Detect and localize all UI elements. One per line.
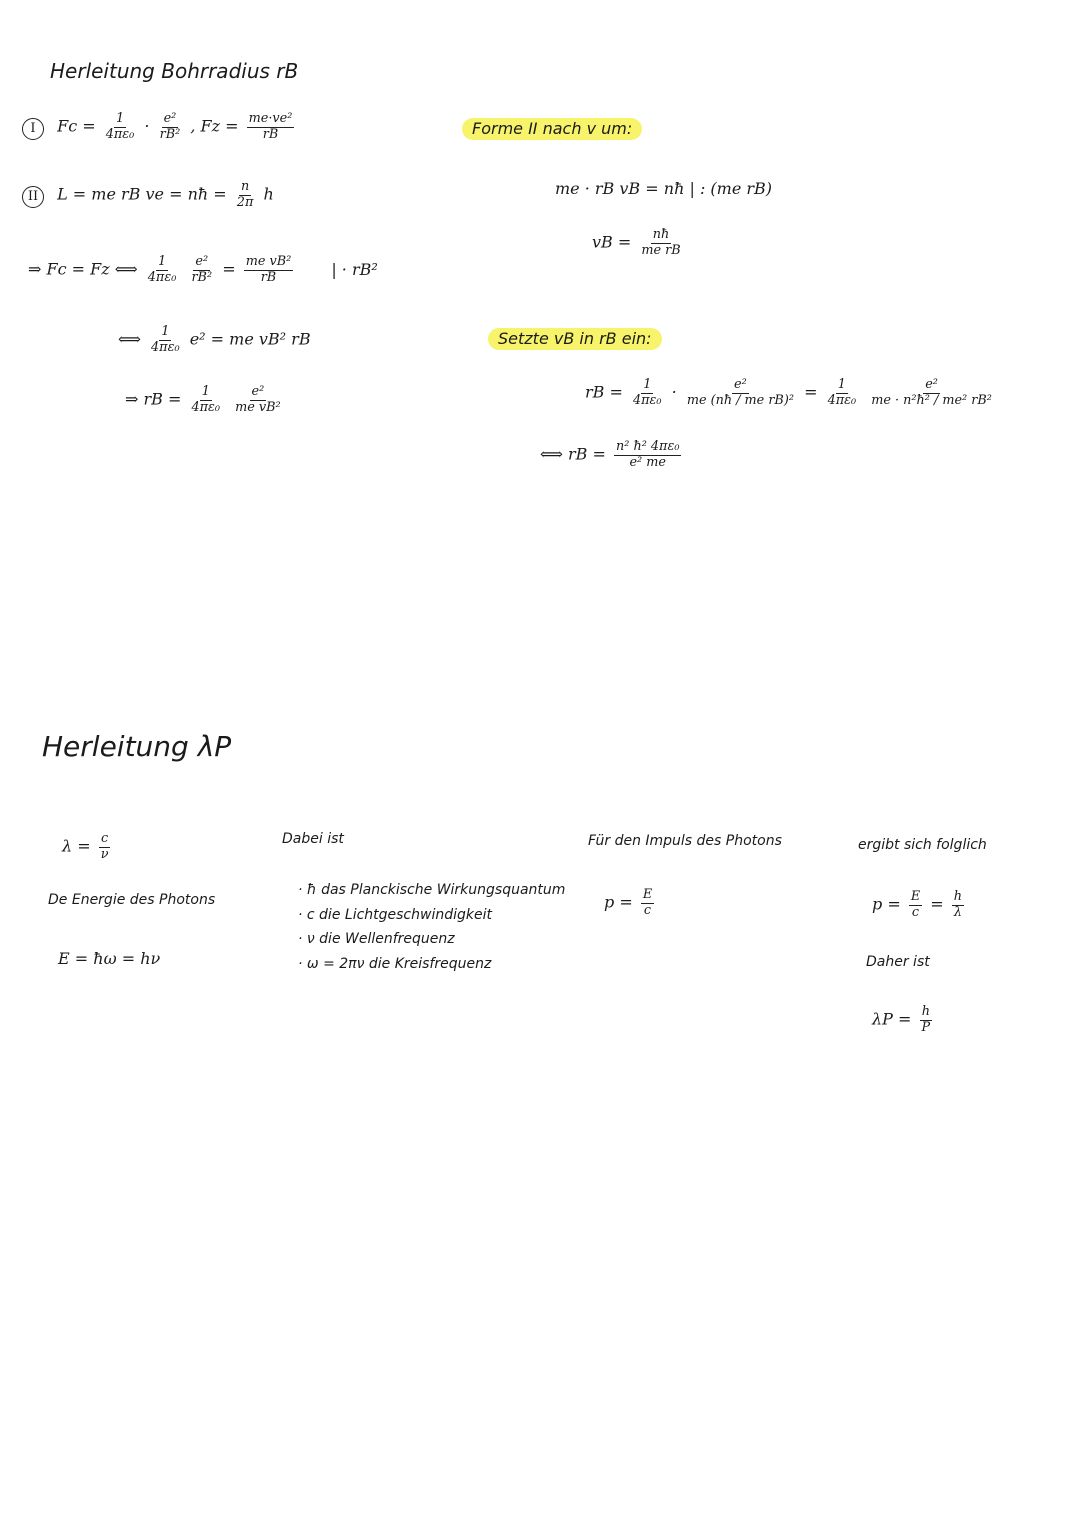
denominator: 4πε₀ <box>827 392 857 408</box>
denominator: rB² <box>159 126 181 142</box>
numerator: 1 <box>837 377 846 392</box>
section-title-bohr-radius: Herleitung Bohrradius rB <box>50 59 299 83</box>
numerator: 1 <box>643 377 652 392</box>
dabei-label: Dabei ist <box>282 831 344 847</box>
denominator: c <box>911 904 920 920</box>
equation-momentum-rearrange: me · rB vB = nħ | : (me rB) <box>555 179 773 198</box>
denominator: me vB² <box>235 399 281 415</box>
fraction <box>869 378 994 408</box>
equation-lead: ⟺ <box>118 329 141 349</box>
equation-bohr-radius-final <box>540 440 684 470</box>
fraction <box>104 112 137 142</box>
fraction <box>631 378 664 408</box>
definition-item: · ν die Wellenfrequenz <box>298 931 455 947</box>
fraction <box>641 888 654 918</box>
numerator: me·ve² <box>248 111 293 126</box>
definition-item: · c die Lichtgeschwindigkeit <box>298 906 492 923</box>
fraction <box>639 228 682 258</box>
equation-lambda-p <box>872 1005 935 1035</box>
denominator: 4πε₀ <box>105 126 135 142</box>
equation-lead: λ = <box>62 836 91 856</box>
fc-lhs: Fc = <box>57 116 96 136</box>
numerator: e² <box>251 384 265 399</box>
equation-angular-momentum <box>22 180 274 210</box>
equals-sign: = <box>930 894 944 914</box>
denominator: λ <box>953 904 962 920</box>
numerator: e² <box>195 254 209 269</box>
equation-radius-result <box>125 385 286 415</box>
denominator: c <box>643 902 652 918</box>
dot-operator: · <box>671 382 677 402</box>
equation-rest: e² = me vB² rB <box>189 329 311 349</box>
equation-text: L = me rB ve = nħ = <box>57 184 227 204</box>
equation-force-balance <box>28 255 378 285</box>
ergibt-label: ergibt sich folglich <box>858 837 987 853</box>
definitions-list <box>298 878 565 976</box>
equation-label-ii: II <box>22 186 44 208</box>
denominator: rB <box>262 126 279 142</box>
denominator: 4πε₀ <box>147 269 177 285</box>
equation-lead: p = <box>604 892 633 912</box>
denominator: me · n²ħ² / me² rB² <box>871 392 992 408</box>
denominator: 4πε₀ <box>633 392 662 408</box>
operation-note: | · rB² <box>331 259 378 279</box>
fraction <box>826 378 859 408</box>
equation-lead: ⇒ Fc = Fz ⟺ <box>28 259 138 279</box>
numerator: c <box>101 831 109 846</box>
section-title-lambda-p: Herleitung λP <box>42 730 232 763</box>
fz-lhs: , Fz = <box>190 116 239 136</box>
equation-tail: h <box>263 184 274 204</box>
equation-lead: ⟺ rB = <box>540 444 606 464</box>
equation-lead: rB = <box>585 382 623 402</box>
equation-lead: vB = <box>592 232 632 252</box>
numerator: me vB² <box>245 254 292 269</box>
equation-rearranged <box>118 325 311 355</box>
fraction <box>189 255 214 285</box>
fraction <box>158 112 183 142</box>
numerator: 1 <box>115 111 125 126</box>
numerator: h <box>953 889 963 904</box>
numerator: E <box>642 887 653 902</box>
definition-item: · ħ das Planckische Wirkungsquantum <box>298 882 566 898</box>
denominator: P <box>921 1019 931 1035</box>
equation-energy: E = ħω = hν <box>58 949 161 968</box>
fraction <box>235 180 256 210</box>
equation-vb <box>592 228 686 258</box>
fraction <box>920 1005 933 1035</box>
fraction <box>189 385 222 415</box>
denominator: 4πε₀ <box>191 399 221 415</box>
equals-sign: = <box>222 259 236 279</box>
fraction <box>99 832 111 862</box>
denominator: me rB <box>641 242 681 258</box>
fraction <box>909 890 922 920</box>
fraction <box>247 112 295 142</box>
numerator: nħ <box>652 227 670 242</box>
equals-sign: = <box>804 382 818 402</box>
numerator: 1 <box>161 324 170 339</box>
equation-lead: ⇒ rB = <box>125 389 182 409</box>
denominator: 4πε₀ <box>151 339 180 355</box>
equation-momentum <box>604 888 657 918</box>
highlight-rearrange-ii: Forme II nach v um: <box>462 118 642 140</box>
fraction <box>952 890 964 920</box>
impuls-label: Für den Impuls des Photons <box>588 833 782 849</box>
numerator: n² ħ² 4πε₀ <box>616 439 680 454</box>
fraction <box>685 378 796 408</box>
equation-momentum-result <box>872 890 967 920</box>
numerator: 1 <box>157 254 167 269</box>
daher-label: Daher ist <box>866 954 930 970</box>
numerator: e² <box>163 111 177 126</box>
fraction <box>233 385 283 415</box>
equation-substitution <box>585 378 997 408</box>
fraction <box>146 255 179 285</box>
energy-label: De Energie des Photons <box>48 892 216 908</box>
numerator: e² <box>734 377 747 392</box>
equation-lead: λP = <box>872 1009 912 1029</box>
denominator: me (nħ / me rB)² <box>686 392 794 408</box>
numerator: E <box>910 889 921 904</box>
denominator: rB² <box>191 269 213 285</box>
equation-lead: p = <box>872 894 901 914</box>
equation-label-i: I <box>22 118 44 140</box>
dot-operator: · <box>144 116 150 136</box>
definition-item: · ω = 2πν die Kreisfrequenz <box>298 955 492 972</box>
numerator: n <box>240 179 250 194</box>
denominator: e² me <box>629 454 666 470</box>
fraction <box>614 440 681 470</box>
equation-lambda <box>62 832 114 862</box>
denominator: rB <box>260 269 277 285</box>
highlight-substitute-vb: Setzte vB in rB ein: <box>488 328 662 350</box>
denominator: ν <box>100 846 109 862</box>
numerator: 1 <box>201 384 210 399</box>
fraction <box>149 325 182 355</box>
numerator: h <box>921 1004 930 1019</box>
fraction <box>244 255 294 285</box>
denominator: 2π <box>236 194 254 210</box>
equation-forces <box>22 112 297 142</box>
numerator: e² <box>925 377 938 392</box>
